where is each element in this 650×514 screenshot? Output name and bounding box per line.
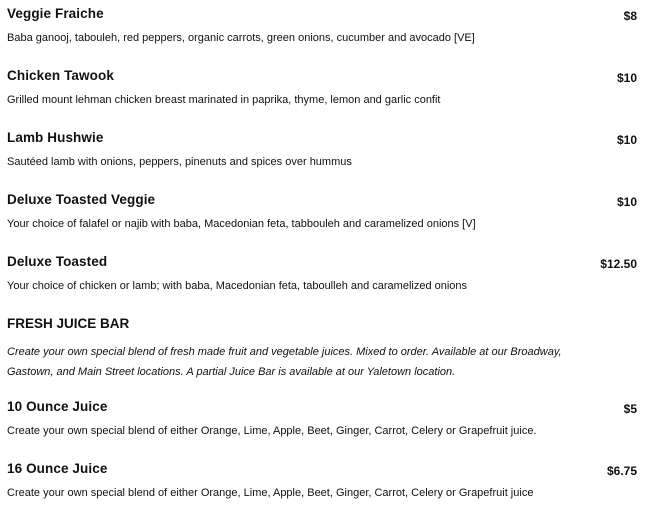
menu-item-price: $10	[616, 195, 637, 209]
menu-item-name: 10 Ounce Juice	[7, 399, 108, 414]
menu-item-description: Grilled mount lehman chicken breast marinated in paprika, thyme, lemon and garlic confit	[7, 94, 441, 106]
menu-item-description: Your choice of chicken or lamb; with baba, Macedonian feta, taboulleh and caramelized onions	[7, 280, 468, 292]
menu-item-header	[7, 192, 637, 210]
menu-item-price: $5	[623, 402, 637, 416]
section-title: FRESH JUICE BAR	[7, 316, 130, 331]
menu-item-16-ounce-juice	[7, 461, 637, 499]
menu-item-header	[7, 6, 637, 24]
juice-bar-section	[7, 316, 637, 378]
menu-item-description: Sautéed lamb with onions, peppers, pinenuts and spices over hummus	[7, 156, 352, 168]
menu-item-10-ounce-juice	[7, 399, 637, 437]
menu-item-deluxe-toasted-veggie	[7, 192, 637, 230]
menu-item-description: Create your own special blend of either Orange, Lime, Apple, Beet, Ginger, Carrot, Celery or Grapefruit juice	[7, 487, 534, 499]
menu-item-description: Your choice of falafel or najib with baba, Macedonian feta, tabbouleh and caramelized onions [V]	[7, 218, 476, 230]
menu-item-name: Deluxe Toasted	[7, 254, 108, 269]
menu-item-price: $6.75	[606, 464, 637, 478]
menu-item-chicken-tawook	[7, 68, 637, 106]
menu-item-lamb-hushwie	[7, 130, 637, 168]
menu-item-name: Veggie Fraiche	[7, 6, 104, 21]
menu-item-header	[7, 254, 637, 272]
menu-item-price: $12.50	[600, 257, 637, 271]
menu-item-name: Deluxe Toasted Veggie	[7, 192, 156, 207]
menu-item-name: Lamb Hushwie	[7, 130, 104, 145]
menu-item-header	[7, 461, 637, 479]
menu-item-deluxe-toasted	[7, 254, 637, 292]
section-description: Create your own special blend of fresh made fruit and vegetable juices. Mixed to order. Available at our Broadway, Gastown, and Main Street locations. A partial Juice Bar is available at our Yaletown location.	[7, 346, 562, 378]
menu-item-price: $10	[616, 133, 637, 147]
menu-item-veggie-fraiche	[7, 6, 637, 44]
menu-item-description: Baba ganooj, tabouleh, red peppers, organic carrots, green onions, cucumber and avocado [VE]	[7, 32, 475, 44]
menu-item-header	[7, 68, 637, 86]
menu-item-name: 16 Ounce Juice	[7, 461, 108, 476]
menu-item-price: $10	[616, 71, 637, 85]
menu-item-price: $8	[623, 9, 637, 23]
menu-item-header	[7, 130, 637, 148]
menu-item-description: Create your own special blend of either Orange, Lime, Apple, Beet, Ginger, Carrot, Celery or Grapefruit juice.	[7, 425, 537, 437]
menu-item-header	[7, 399, 637, 417]
menu-item-name: Chicken Tawook	[7, 68, 114, 83]
